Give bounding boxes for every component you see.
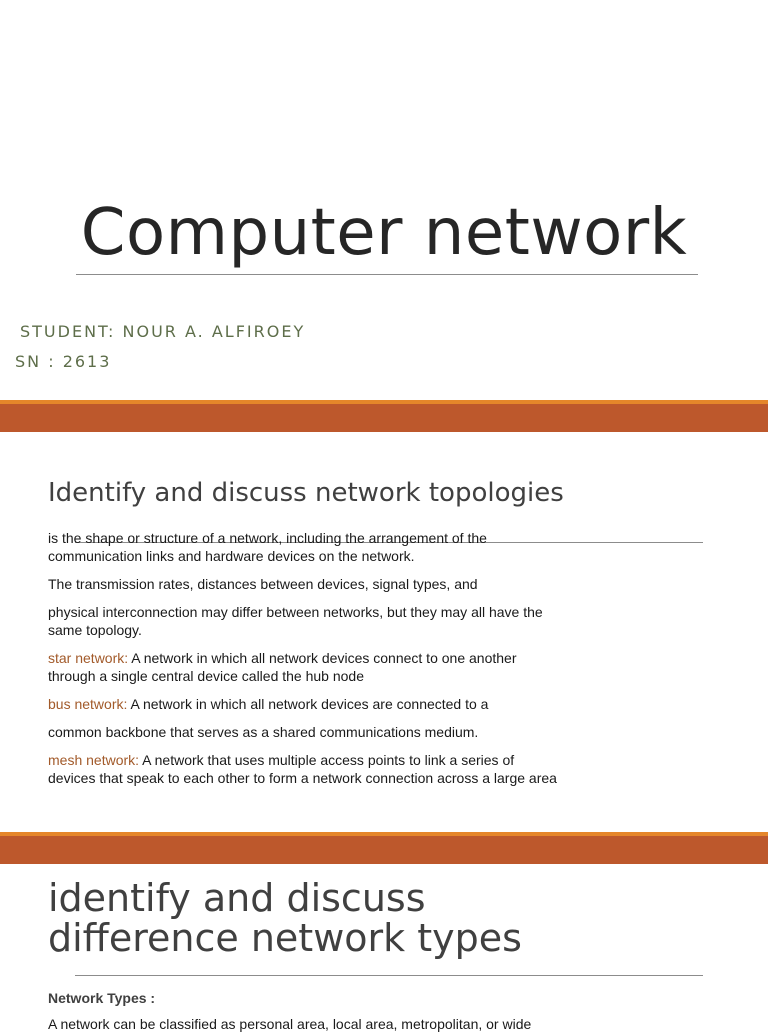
star-network-paragraph <box>48 649 608 685</box>
bus-network-paragraph <box>48 695 608 713</box>
network-types-slide <box>0 864 768 1032</box>
title-rule <box>76 274 698 275</box>
mesh-network-paragraph <box>48 751 608 787</box>
title-rule <box>75 975 703 976</box>
bus-network-term: bus network: <box>48 696 128 712</box>
physical-line: same topology. <box>48 622 142 638</box>
bus-network-definition: A network in which all network devices are connected to a <box>127 696 489 712</box>
slide-body <box>48 529 608 797</box>
intro-paragraph <box>48 529 608 565</box>
transmission-line: The transmission rates, distances between devices, signal types, and <box>48 576 478 592</box>
mesh-network-term: mesh network: <box>48 752 140 768</box>
bus-network-continuation <box>48 723 608 741</box>
slide-divider <box>0 832 768 864</box>
slide-title-line: identify and discuss <box>48 876 426 920</box>
slide-title <box>48 878 522 958</box>
page-title: Computer network <box>80 196 688 270</box>
network-types-text: A network can be classified as personal area, local area, metropolitan, or wide <box>48 1016 532 1032</box>
physical-line: physical interconnection may differ between networks, but they may all have the <box>48 604 543 620</box>
divider-accent <box>0 832 768 836</box>
intro-line: is the shape or structure of a network, including the arrangement of the <box>48 530 487 546</box>
slide-title: Identify and discuss network topologies <box>48 478 564 508</box>
slide-divider <box>0 400 768 432</box>
star-network-definition: A network in which all network devices connect to one another <box>128 650 517 666</box>
intro-line: communication links and hardware devices on the network. <box>48 548 415 564</box>
network-types-heading: Network Types : <box>48 990 156 1006</box>
title-slide <box>0 0 768 400</box>
student-name: STUDENT: NOUR A. ALFIROEY <box>20 322 306 341</box>
student-number: SN : 2613 <box>15 352 112 371</box>
divider-accent <box>0 400 768 404</box>
slide-title-line: difference network types <box>48 916 522 960</box>
topologies-slide <box>0 432 768 832</box>
mesh-network-definition: devices that speak to each other to form a network connection across a large area <box>48 770 557 786</box>
bus-network-definition: common backbone that serves as a shared communications medium. <box>48 724 479 740</box>
mesh-network-definition: A network that uses multiple access points to link a series of <box>139 752 515 768</box>
transmission-paragraph <box>48 575 608 593</box>
physical-paragraph <box>48 603 608 639</box>
star-network-definition: through a single central device called the hub node <box>48 668 364 684</box>
star-network-term: star network: <box>48 650 129 666</box>
